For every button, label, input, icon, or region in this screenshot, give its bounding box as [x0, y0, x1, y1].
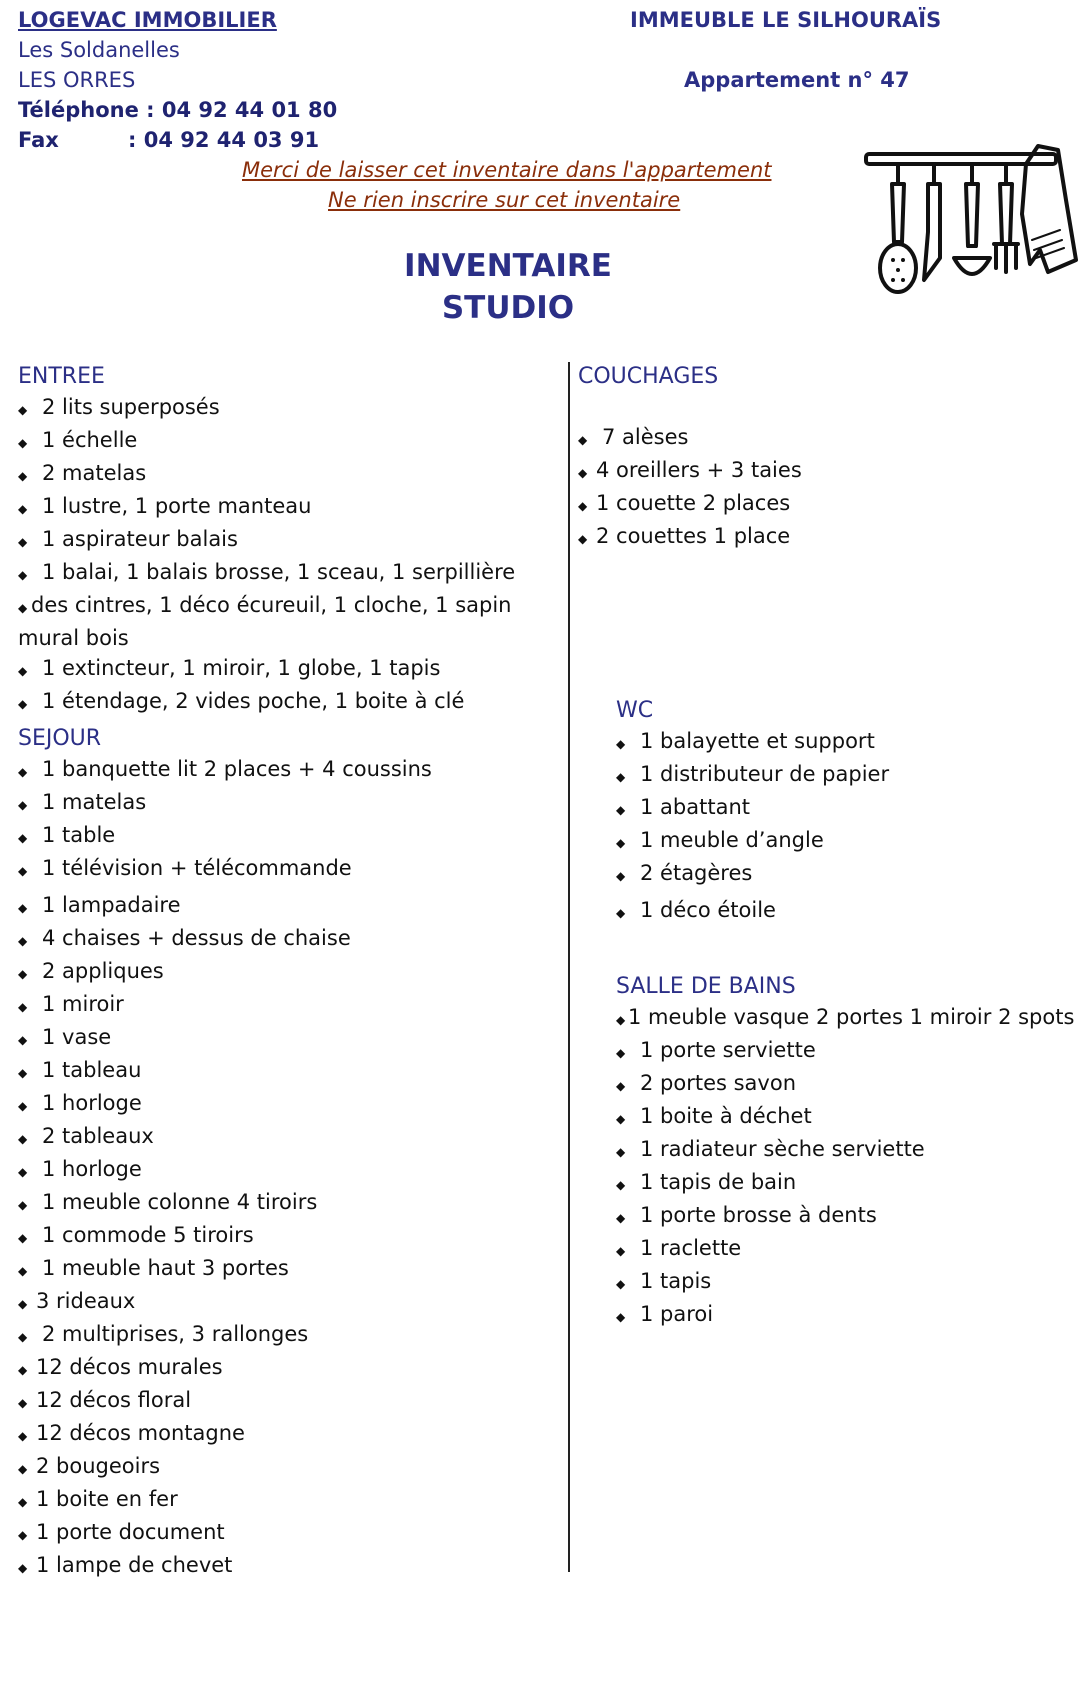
list-item: ◆ 1 boite en fer: [18, 1484, 558, 1517]
bullet-icon: ◆: [18, 831, 28, 845]
bullet-icon: ◆: [616, 906, 626, 920]
bullet-icon: ◆: [18, 1396, 28, 1410]
section-title-sejour: SEJOUR: [18, 726, 102, 751]
list-item: ◆ 1 échelle: [18, 425, 558, 458]
list-item: ◆ 1 raclette: [616, 1233, 1076, 1266]
bullet-icon: ◆: [616, 1079, 626, 1093]
bullet-icon: ◆: [578, 499, 588, 513]
agency-name: LOGEVAC IMMOBILIER: [18, 8, 277, 32]
list-item: ◆ 2 portes savon: [616, 1068, 1076, 1101]
bullet-icon: ◆: [18, 1264, 28, 1278]
bullet-icon: ◆: [578, 433, 588, 447]
bullet-icon: ◆: [18, 1033, 28, 1047]
wc-list: [616, 726, 1066, 928]
bullet-icon: ◆: [616, 1145, 626, 1159]
page-subtitle: STUDIO: [441, 290, 575, 326]
list-item: ◆ 2 matelas: [18, 458, 558, 491]
page-title: INVENTAIRE: [404, 248, 612, 284]
list-item: ◆ 1 télévision + télécommande: [18, 853, 558, 886]
salle-de-bains-list: [616, 1002, 1076, 1332]
bullet-icon: ◆: [18, 697, 28, 711]
list-item: ◆ 1 porte serviette: [616, 1035, 1076, 1068]
bullet-icon: ◆: [18, 901, 28, 915]
bullet-icon: ◆: [18, 469, 28, 483]
list-item: ◆ 2 appliques: [18, 956, 558, 989]
list-item: ◆ 1 abattant: [616, 792, 1066, 825]
list-item: ◆ 1 porte brosse à dents: [616, 1200, 1076, 1233]
list-item: ◆ 1 meuble vasque 2 portes 1 miroir 2 spots: [616, 1002, 1076, 1035]
address-line-1: Les Soldanelles: [18, 38, 180, 62]
bullet-icon: ◆: [18, 1066, 28, 1080]
fax-label: Fax: [18, 128, 59, 152]
column-divider: [568, 362, 570, 1572]
bullet-icon: ◆: [18, 864, 28, 878]
bullet-icon: ◆: [18, 1363, 28, 1377]
list-item: ◆ 12 décos montagne: [18, 1418, 558, 1451]
list-item: ◆ 1 paroi: [616, 1299, 1076, 1332]
list-item: ◆ 3 rideaux: [18, 1286, 558, 1319]
bullet-icon: ◆: [18, 1231, 28, 1245]
bullet-icon: ◆: [616, 1046, 626, 1060]
list-item: ◆ 1 vase: [18, 1022, 558, 1055]
sejour-list: [18, 754, 558, 1583]
bullet-icon: ◆: [18, 1528, 28, 1542]
bullet-icon: ◆: [18, 765, 28, 779]
bullet-icon: ◆: [18, 1099, 28, 1113]
bullet-icon: ◆: [18, 601, 32, 615]
bullet-icon: ◆: [18, 403, 28, 417]
address-line-2: LES ORRES: [18, 68, 136, 92]
list-item: ◆ 1 tapis de bain: [616, 1167, 1076, 1200]
bullet-icon: ◆: [616, 1310, 626, 1324]
list-item: ◆ 1 porte document: [18, 1517, 558, 1550]
list-item: ◆ 1 déco étoile: [616, 895, 1066, 928]
list-item: ◆ 1 couette 2 places: [578, 488, 1058, 521]
list-item: ◆ 12 décos murales: [18, 1352, 558, 1385]
list-item: ◆ 4 chaises + dessus de chaise: [18, 923, 558, 956]
list-item: ◆ 1 lampadaire: [18, 890, 558, 923]
list-item: ◆ 1 matelas: [18, 787, 558, 820]
list-item: ◆ 12 décos floral: [18, 1385, 558, 1418]
bullet-icon: ◆: [18, 436, 28, 450]
bullet-icon: ◆: [616, 737, 626, 751]
list-item: ◆ 2 couettes 1 place: [578, 521, 1058, 554]
entree-list: [18, 392, 558, 719]
bullet-icon: ◆: [616, 770, 626, 784]
bullet-icon: ◆: [616, 803, 626, 817]
bullet-icon: ◆: [18, 664, 28, 678]
bullet-icon: ◆: [616, 1013, 626, 1027]
section-title-entree: ENTREE: [18, 364, 105, 389]
bullet-icon: ◆: [18, 568, 28, 582]
bullet-icon: ◆: [578, 466, 588, 480]
bullet-icon: ◆: [616, 1178, 626, 1192]
bullet-icon: ◆: [18, 967, 28, 981]
bullet-icon: ◆: [616, 1211, 626, 1225]
section-title-wc: WC: [616, 698, 654, 723]
bullet-icon: ◆: [18, 1429, 28, 1443]
building-name: IMMEUBLE LE SILHOURAÏS: [630, 8, 942, 32]
couchages-list: [578, 422, 1058, 554]
list-item: ◆ des cintres, 1 déco écureuil, 1 cloche, 1 sapin mural bois: [18, 593, 512, 650]
list-item: ◆ 1 lustre, 1 porte manteau: [18, 491, 558, 524]
bullet-icon: ◆: [18, 798, 28, 812]
bullet-icon: ◆: [18, 1462, 28, 1476]
list-item: ◆ 1 lampe de chevet: [18, 1550, 558, 1583]
fax-number: : 04 92 44 03 91: [128, 128, 320, 152]
bullet-icon: ◆: [616, 836, 626, 850]
bullet-icon: ◆: [18, 1495, 28, 1509]
bullet-icon: ◆: [18, 1198, 28, 1212]
list-item: ◆ 1 aspirateur balais: [18, 524, 558, 557]
list-item: ◆ 1 meuble haut 3 portes: [18, 1253, 558, 1286]
list-item: ◆ 1 tapis: [616, 1266, 1076, 1299]
bullet-icon: ◆: [616, 869, 626, 883]
bullet-icon: ◆: [18, 1330, 28, 1344]
list-item: ◆ 4 oreillers + 3 taies: [578, 455, 1058, 488]
bullet-icon: ◆: [18, 934, 28, 948]
phone-number: Téléphone : 04 92 44 01 80: [18, 98, 338, 122]
bullet-icon: ◆: [18, 502, 28, 516]
list-item: ◆ 7 alèses: [578, 422, 1058, 455]
list-item: ◆ 1 horloge: [18, 1088, 558, 1121]
kitchen-utensils-icon: [862, 140, 1078, 302]
list-item: ◆ 1 balai, 1 balais brosse, 1 sceau, 1 serpillière: [18, 557, 558, 590]
list-item: ◆ 2 tableaux: [18, 1121, 558, 1154]
list-item: ◆ 1 banquette lit 2 places + 4 coussins: [18, 754, 558, 787]
section-title-couchages: COUCHAGES: [578, 364, 719, 389]
list-item: ◆ 1 commode 5 tiroirs: [18, 1220, 558, 1253]
bullet-icon: ◆: [18, 1000, 28, 1014]
notice-do-not-write: Ne rien inscrire sur cet inventaire: [328, 188, 681, 212]
bullet-icon: ◆: [18, 1297, 28, 1311]
list-item: ◆ 2 lits superposés: [18, 392, 558, 425]
bullet-icon: ◆: [18, 1561, 28, 1575]
apartment-number: Appartement n° 47: [684, 68, 910, 92]
list-item: ◆ 2 multiprises, 3 rallonges: [18, 1319, 558, 1352]
list-item: ◆ 1 balayette et support: [616, 726, 1066, 759]
notice-keep-inventory: Merci de laisser cet inventaire dans l'appartement: [242, 158, 772, 182]
list-item: ◆ 2 étagères: [616, 858, 1066, 891]
bullet-icon: ◆: [578, 532, 588, 546]
list-item: ◆ 1 distributeur de papier: [616, 759, 1066, 792]
bullet-icon: ◆: [616, 1277, 626, 1291]
bullet-icon: ◆: [616, 1112, 626, 1126]
list-item: ◆ 1 table: [18, 820, 558, 853]
bullet-icon: ◆: [18, 1132, 28, 1146]
list-item: ◆ 1 meuble colonne 4 tiroirs: [18, 1187, 558, 1220]
list-item: ◆ 2 bougeoirs: [18, 1451, 558, 1484]
list-item: ◆ 1 boite à déchet: [616, 1101, 1076, 1134]
list-item: ◆ 1 miroir: [18, 989, 558, 1022]
list-item: ◆ 1 horloge: [18, 1154, 558, 1187]
list-item: ◆ 1 étendage, 2 vides poche, 1 boite à clé: [18, 686, 558, 719]
list-item: ◆ 1 radiateur sèche serviette: [616, 1134, 1076, 1167]
list-item: ◆ 1 tableau: [18, 1055, 558, 1088]
bullet-icon: ◆: [18, 535, 28, 549]
list-item: ◆ 1 meuble d’angle: [616, 825, 1066, 858]
bullet-icon: ◆: [616, 1244, 626, 1258]
list-item: ◆ 1 extincteur, 1 miroir, 1 globe, 1 tapis: [18, 653, 558, 686]
bullet-icon: ◆: [18, 1165, 28, 1179]
section-title-salle-de-bains: SALLE DE BAINS: [616, 974, 796, 999]
